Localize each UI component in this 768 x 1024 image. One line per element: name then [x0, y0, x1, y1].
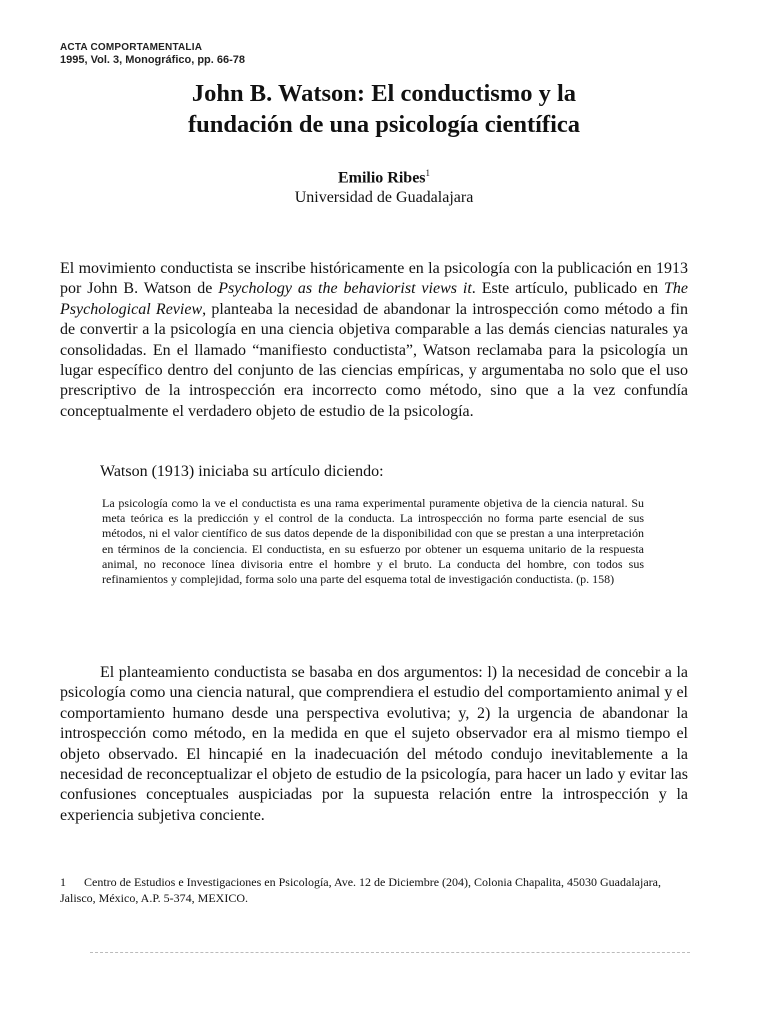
journal-name: ACTA COMPORTAMENTALIA	[60, 42, 203, 53]
article-title-line2: fundación de una psicología científica	[187, 111, 581, 138]
author-name: Emilio Ribes	[337, 169, 426, 187]
paragraph-intro	[60, 259, 688, 422]
journal-header	[60, 42, 245, 66]
paragraph-arguments: El planteamiento conductista se basaba en dos argumentos: l) la necesidad de concebir a la psicología como una ciencia natural, que comprendiera el estudio del comportamiento animal y el comportamiento humano desde una perspectiva evolutiva; y, 2) la urgencia de abandonar la introspección como método, en la medida en que el sujeto observador era al mismo tiempo el objeto observado. El hincapié en la inadecuación del método condujo inevitablemente a la necesidad de reconceptualizar el objeto de estudio de la psicología, para hacer un lado y evitar las confusiones conceptuales auspiciadas por la supuesta relación entre la introspección y la experiencia subjetiva conciente.	[60, 664, 688, 824]
cited-title-watson-1913: Psychology as the behaviorist views it	[218, 280, 472, 298]
article-title	[60, 78, 708, 140]
paragraph-quote-lead: Watson (1913) iniciaba su artículo diciendo:	[100, 463, 384, 480]
author-affiliation: Universidad de Guadalajara	[294, 189, 474, 207]
article-title-line1: John B. Watson: El conductismo y la	[191, 80, 577, 107]
footnote	[60, 874, 688, 906]
paragraph-intro-part-b: . Este artículo, publicado en	[471, 280, 665, 298]
author-footnote-mark: 1	[425, 168, 431, 178]
footnote-text: Centro de Estudios e Investigaciones en Psicología, Ave. 12 de Diciembre (204), Colonia Chapalita, 45030 Guadalajara, Jalisco, México, A.P. 5-374, MEXICO.	[60, 875, 661, 905]
page-bottom-divider	[90, 952, 690, 953]
journal-volume-line: 1995, Vol. 3, Monográfico, pp. 66-78	[60, 54, 246, 66]
block-quote: La psicología como la ve el conductista es una rama experimental puramente objetiva de la ciencia natural. Su meta teórica es la predicción y el control de la conducta. La introspección no forma parte esencial de sus métodos, ni el valor científico de sus datos depende de la disponibilidad con que se prestan a una interpretación en términos de la conciencia. El conductista, en su esfuerzo por obtener un esquema unitario de la respuesta animal, no reconoce línea divisoria entre el hombre y el bruto. La conducta del hombre, con todos sus refinamientos y complejidad, forma solo una parte del esquema total de investigación conductista. (p. 158)	[102, 496, 644, 587]
author-block	[220, 163, 548, 208]
cited-journal-name: The Psychological Review	[60, 280, 689, 318]
author-name-line	[220, 163, 548, 188]
paragraph-intro-part-c: , planteaba la necesidad de abandonar la introspección como método a fin de convertir a la psicología en una ciencia objetiva comparable a las demás ciencias naturales ya consolidadas. En el llamado “manifiesto conductista”, Watson reclamaba para la psicología un lugar específico dentro del conjunto de las ciencias empíricas, y argumentaba no solo que el uso prescriptivo de la introspección era incorrecto como método, sino que a la vez confundía conceptualmente el verdadero objeto de estudio de la psicología.	[60, 300, 689, 420]
paragraph-intro-part-a: El movimiento conductista se inscribe históricamente en la psicología con la publicación en 1913 por John B. Watson de	[60, 260, 688, 298]
footnote-mark: 1	[60, 875, 66, 889]
